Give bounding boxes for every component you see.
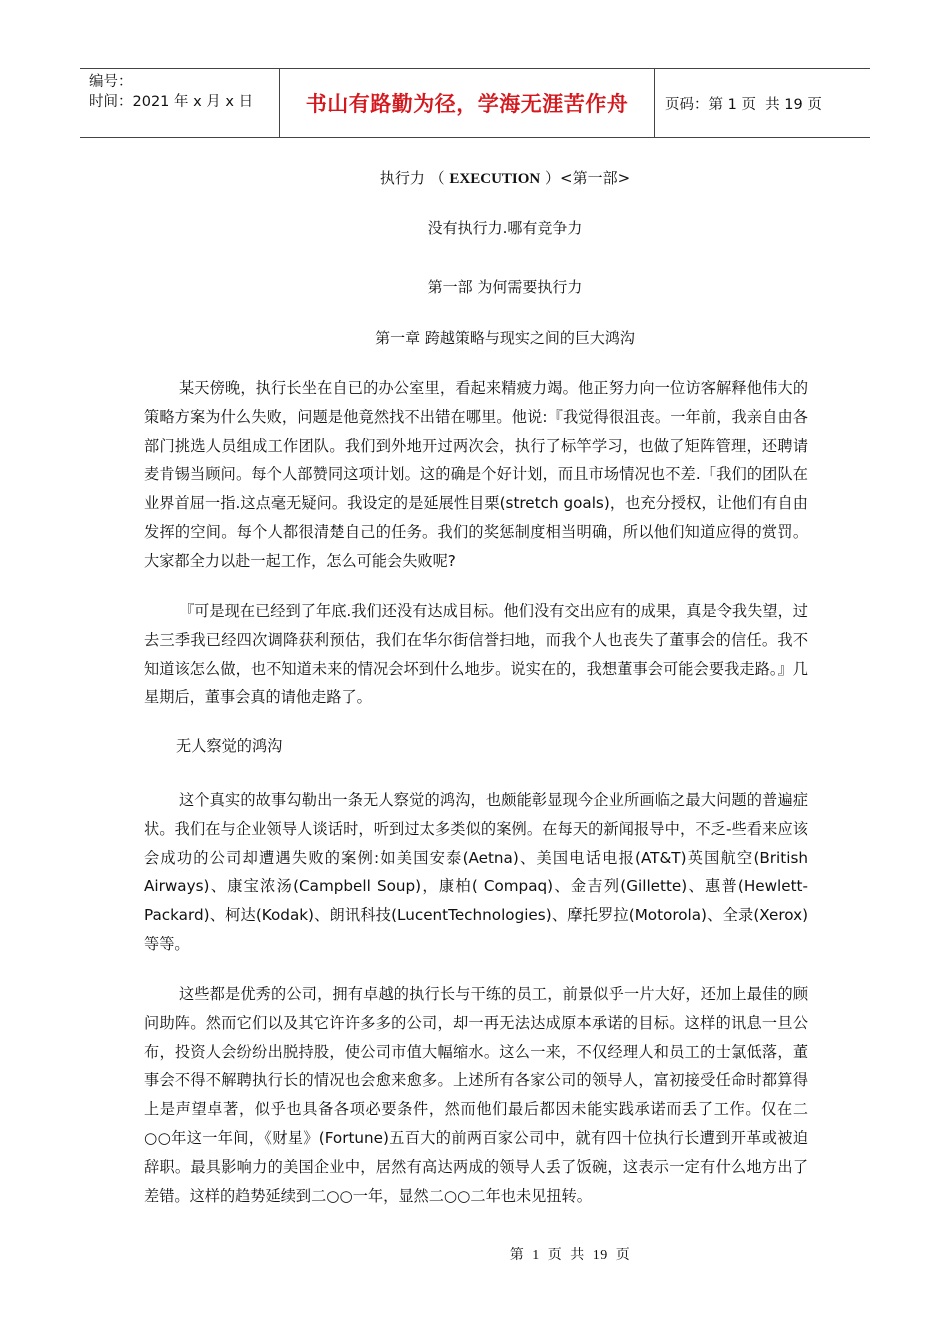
paragraph-1: 某天傍晚，执行长坐在自已的办公室里，看起来精疲力竭。他正努力向一位访客解释他伟大的策略方案为什么失败，问题是他竟然找不出错在哪里。他说:『我觉得很沮丧。一年前，我亲自由各部门挑选人员组成工作团队。我们到外地开过两次会，执行了标竿学习，也做了矩阵管理，还聘请麦肯锡当顾问。每个人部赞同这项计划。这的确是个好计划，而且市场情况也不差.「我们的团队在业界首屈一指.这点毫无疑问。我设定的是延展性目栗(stretch goals)，也充分授权，让他们有自由发挥的空间。每个人都很清楚自己的任务。我们的奖惩制度相当明确，所以他们知道应得的赏罚。大家都全力以赴一起工作，怎么可能会失败呢?: [144, 379, 808, 570]
paragraph-2: 『可是现在已经到了年底.我们还没有达成目标。他们没有交出应有的成果，真是令我失望，过去三季我已经四次调降获利预估，我们在华尔街信誉扫地，而我个人也丧失了董事会的信任。我不知道该怎么做，也不知道未来的情况会坏到什么地步。说实在的，我想董事会可能会要我走路。』几星期后，董事会真的请他走路了。: [144, 602, 808, 707]
paragraph-4: 这些都是优秀的公司，拥有卓越的执行长与干练的员工，前景似乎一片大好，还加上最佳的顾问助阵。然而它们以及其它许许多多的公司，却一再无法达成原本承诺的目标。这样的讯息一旦公布，投资人会纷纷出脱持股，使公司市值大幅缩水。这么一来，不仅经理人和员工的士氯低落，董事会不得不解聘执行长的情况也会愈来愈多。上述所有各家公司的领导人，富初接受任命时都算得上是声望卓著，似乎也具备各项必要条件，然而他们最后都因未能实践承诺而丢了工作。仅在二○○年这一年间，《财星》(Fortune)五百大的前两百家公司中，就有四十位执行长遭到开革或被迫辞职。最具影响力的美国企业中，居然有高达两成的领导人丢了饭碗，这表示一定有什么地方出了差错。这样的趋势延续到二○○一年，显然二○○二年也未见扭转。: [144, 985, 808, 1205]
header-meta-cell: [80, 69, 280, 137]
chapter-title: 第一章 跨越策略与现实之间的巨大鸿沟: [375, 329, 635, 347]
document-subtitle: 没有执行力.哪有竞争力: [427, 219, 583, 237]
header-page-info: 页码：第 1 页 共 19 页: [665, 96, 822, 113]
paragraph-3: 这个真实的故事勾勒出一条无人察觉的鸿沟，也颇能彰显现今企业所画临之最大问题的普遍症状。我们在与企业领导人谈话时，听到过太多类似的案例。在每天的新闻报导中，不乏-些看来应该会成功的公司却遭遇失败的案例:如美国安泰(Aetna)、美国电话电报(AT&T)英国航空(British Airways)、康宝浓汤(Campbell Soup)，康柏( Compaq)、金吉列(Gillette)、惠普(Hewlett-Packard)、柯达(Kodak)、朗讯科技(LucentTechnologies)、摩托罗拉(Motorola)、全录(Xerox)等等。: [144, 791, 808, 953]
part-title: 第一部 为何需要执行力: [427, 278, 583, 296]
section-heading: 无人察觉的鸿沟: [176, 737, 283, 755]
title-english: EXECUTION: [449, 171, 541, 187]
header-page-cell: [655, 69, 870, 137]
title-tail: ）<第一部>: [545, 169, 631, 187]
header-motto: 书山有路勤为径，学海无涯苦作舟: [280, 69, 655, 137]
footer-page-number: 第 1 页 共 19 页: [509, 1248, 631, 1263]
page-footer: [0, 1244, 950, 1264]
header-table: [80, 68, 870, 138]
title-chinese: 执行力 （: [379, 169, 445, 187]
document-number-label: 编号：: [89, 74, 133, 90]
document-time-label: 时间：2021 年 x 月 x 日: [89, 94, 254, 110]
document-title: [0, 167, 950, 188]
